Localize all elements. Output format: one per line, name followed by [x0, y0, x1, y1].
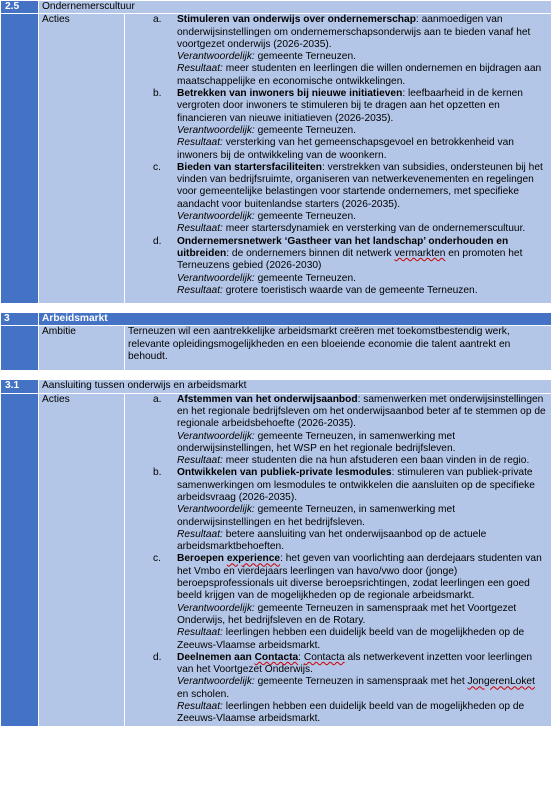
actions-cell	[125, 14, 552, 304]
section-number: 2.5	[1, 1, 39, 14]
result-label: Resultaat:	[177, 528, 223, 540]
resp-text: gemeente Terneuzen.	[254, 272, 356, 284]
item-text: : verstrekken van subsidies, ondersteunen bij het vinden van bedrijfsruimte, organiseren van netwerkevenementen en regelingen voor gemeentelijke belastingen voor startende ondernemers, met specifieke aandacht voor buitenlandse starters (2026-2035).	[177, 161, 543, 210]
resp-text: gemeente Terneuzen, in samenwerking met onderwijsinstellingen, het WSP en het regionale bedrijfsleven.	[177, 430, 456, 454]
list-item	[153, 393, 548, 468]
resp-label: Verantwoordelijk:	[177, 211, 255, 223]
section-number: 3.1	[1, 380, 39, 393]
result-label: Resultaat:	[177, 455, 223, 467]
resp-label: Verantwoordelijk:	[177, 504, 255, 516]
result-label: Resultaat:	[177, 223, 223, 235]
list-item	[153, 553, 548, 651]
item-text: : leefbaarheid in de kernen vergroten door inwoners te stimuleren bij te dragen aan het opzetten en financieren van nieuwe initiatieven (2026-2035).	[177, 88, 523, 124]
item-heading	[177, 553, 280, 564]
resp-label: Verantwoordelijk:	[177, 124, 255, 136]
result-label: Resultaat:	[177, 701, 223, 713]
result-text: betere aansluiting van het onderwijsaanbod op de actuele arbeidsmarktbehoeften.	[177, 528, 487, 553]
resp-text: gemeente Terneuzen in samenspraak met het Voortgezet Onderwijs, het bedrijfsleven en de Rotary.	[177, 602, 517, 626]
list-item	[153, 235, 548, 297]
item-letter: c.	[153, 553, 161, 565]
item-text-flagged: Contacta	[303, 651, 345, 663]
action-list	[128, 14, 548, 297]
list-item	[153, 88, 548, 162]
result-text: meer studenten en leerlingen die willen ondernemen en bijdragen aan maatschappelijke en economische ontwikkelingen.	[177, 63, 542, 87]
resp-text: gemeente Terneuzen.	[254, 211, 356, 223]
resp-label: Verantwoordelijk:	[177, 272, 255, 284]
resp-text: gemeente Terneuzen, in samenwerking met onderwijsinstellingen en het bedrijfsleven.	[177, 504, 456, 528]
result-text: leerlingen hebben een duidelijk beeld van de mogelijkheden op de Zeeuws-Vlaamse arbeidsmarkt.	[177, 701, 525, 725]
spacer-row	[1, 304, 552, 313]
result-text: meer startersdynamiek en versterking van de ondernemerscultuur.	[222, 223, 526, 235]
section-header-row	[1, 1, 552, 14]
item-heading: Betrekken van inwoners bij nieuwe initiatieven	[177, 88, 403, 100]
item-letter: d.	[153, 235, 162, 247]
section-title: Ondernemerscultuur	[39, 1, 552, 14]
action-list	[128, 394, 548, 726]
item-text-flagged: vermarkten	[394, 247, 446, 259]
resp-label: Verantwoordelijk:	[177, 676, 255, 688]
item-text: als netwerkevent inzetten voor leerlingen van het Voortgezet Onderwijs.	[177, 651, 533, 676]
item-heading	[177, 652, 298, 663]
resp-text: gemeente Terneuzen.	[254, 51, 356, 63]
actions-row	[1, 14, 552, 304]
item-letter: a.	[153, 393, 162, 405]
resp-label: Verantwoordelijk:	[177, 430, 255, 442]
item-text: en promoten het Terneuzens gebied (2026-2030)	[177, 247, 523, 272]
item-text-pre: : de ondernemers binnen dit netwerk	[226, 247, 395, 259]
item-heading: Bieden van startersfaciliteiten	[177, 161, 322, 173]
spacer-row	[1, 371, 552, 380]
item-heading: Ontwikkelen van publiek-private lesmodules	[177, 467, 392, 479]
item-letter: b.	[153, 467, 162, 479]
item-text: : het geven van voorlichting aan derdejaars studenten van het Vmbo en vierdejaars leerlingen van havo/vwo door (jonge) beroepsprofessionals uit diverse beroepsrichtingen, zodat leerlingen een goed beeld krijgen van de mogelijkheden op de regionale arbeidsmarkt.	[177, 553, 542, 602]
list-item: d. Deelnemen aan Contacta: Contacta als netwerkevent inzetten voor leerlingen van het Voortgezet Onderwijs. Verantwoordelijk: gemeente Terneuzen in samenspraak met het JongerenLoket en scholen. Resultaat: leerlingen hebben een duidelijk beeld van de mogelijkheden op de Zeeuws-Vlaamse arbeidsmarkt.	[153, 651, 535, 725]
section-title: Aansluiting tussen onderwijs en arbeidsmarkt	[39, 380, 552, 393]
result-text: grotere toeristisch waarde van de gemeente Terneuzen.	[222, 284, 478, 296]
resp-text: gemeente Terneuzen.	[254, 124, 356, 136]
item-letter: d.	[153, 651, 162, 663]
item-heading-pre: Beroepen	[177, 553, 227, 565]
chapter-number: 3	[1, 313, 39, 326]
item-heading: Stimuleren van onderwijs over ondernemerschap	[177, 14, 416, 26]
result-label: Resultaat:	[177, 137, 223, 149]
result-label: Resultaat:	[177, 284, 223, 296]
resp-text-flagged: JongerenLoket	[467, 676, 535, 688]
ambition-text: Terneuzen wil een aantrekkelijke arbeidsmarkt creëren met toekomstbestendig werk, relevante opleidingsmogelijkheden en een bloeiende economie die talent aantrekt en behoudt.	[125, 326, 552, 371]
row-label: Ambitie	[39, 326, 125, 371]
list-item	[153, 467, 548, 553]
result-text: leerlingen hebben een duidelijk beeld van de mogelijkheden op de Zeeuws-Vlaamse arbeidsmarkt.	[177, 627, 525, 651]
item-heading-flagged: experience	[226, 553, 281, 565]
result-label: Resultaat:	[177, 627, 223, 639]
ambition-row	[1, 326, 552, 371]
actions-row	[1, 393, 552, 726]
row-label: Acties	[39, 14, 125, 304]
list-item	[153, 14, 548, 88]
item-heading-pre: Deelnemen aan	[177, 651, 255, 663]
item-letter: c.	[153, 161, 161, 173]
row-label: Acties	[39, 393, 125, 726]
resp-text-pre: gemeente Terneuzen in samenspraak met het	[254, 676, 468, 688]
chapter-title: Arbeidsmarkt	[39, 313, 552, 326]
result-label: Resultaat:	[177, 63, 223, 75]
item-text: : aanmoedigen van onderwijsinstellingen om ondernemerschapsonderwijs aan te bieden vanaf het voortgezet onderwijs (2026-2035).	[177, 14, 531, 50]
resp-label: Verantwoordelijk:	[177, 602, 255, 614]
section-header-row	[1, 380, 552, 393]
result-text: versterking van het gemeenschapsgevoel en betrokkenheid van inwoners bij de ontwikkeling van de woonkern.	[177, 137, 514, 161]
chapter-header-row	[1, 313, 552, 326]
item-heading: Afstemmen van het onderwijsaanbod	[177, 393, 358, 405]
item-letter: b.	[153, 88, 162, 100]
item-text: : samenwerken met onderwijsinstellingen en het regionale bedrijfsleven om het onderwijsaanbod beter af te stemmen op de regionale arbeidsbehoefte (2026-2035).	[177, 393, 546, 430]
resp-text: en scholen.	[177, 688, 230, 700]
item-text: : stimuleren van publiek-private samenwerkingen om lesmodules te ontwikkelen die aansluiten op de specifieke arbeidsvraag (2026-2035).	[177, 467, 535, 503]
item-heading: Ondernemersnetwerk ‘Gastheer van het landschap’ onderhouden en uitbreiden	[177, 235, 509, 259]
resp-label: Verantwoordelijk:	[177, 51, 255, 63]
result-text: meer studenten die na hun afstuderen een baan vinden in de regio.	[222, 455, 530, 467]
item-letter: a.	[153, 14, 162, 26]
item-heading-flagged: Contacta	[254, 651, 299, 663]
list-item	[153, 161, 548, 236]
actions-cell	[125, 393, 552, 726]
